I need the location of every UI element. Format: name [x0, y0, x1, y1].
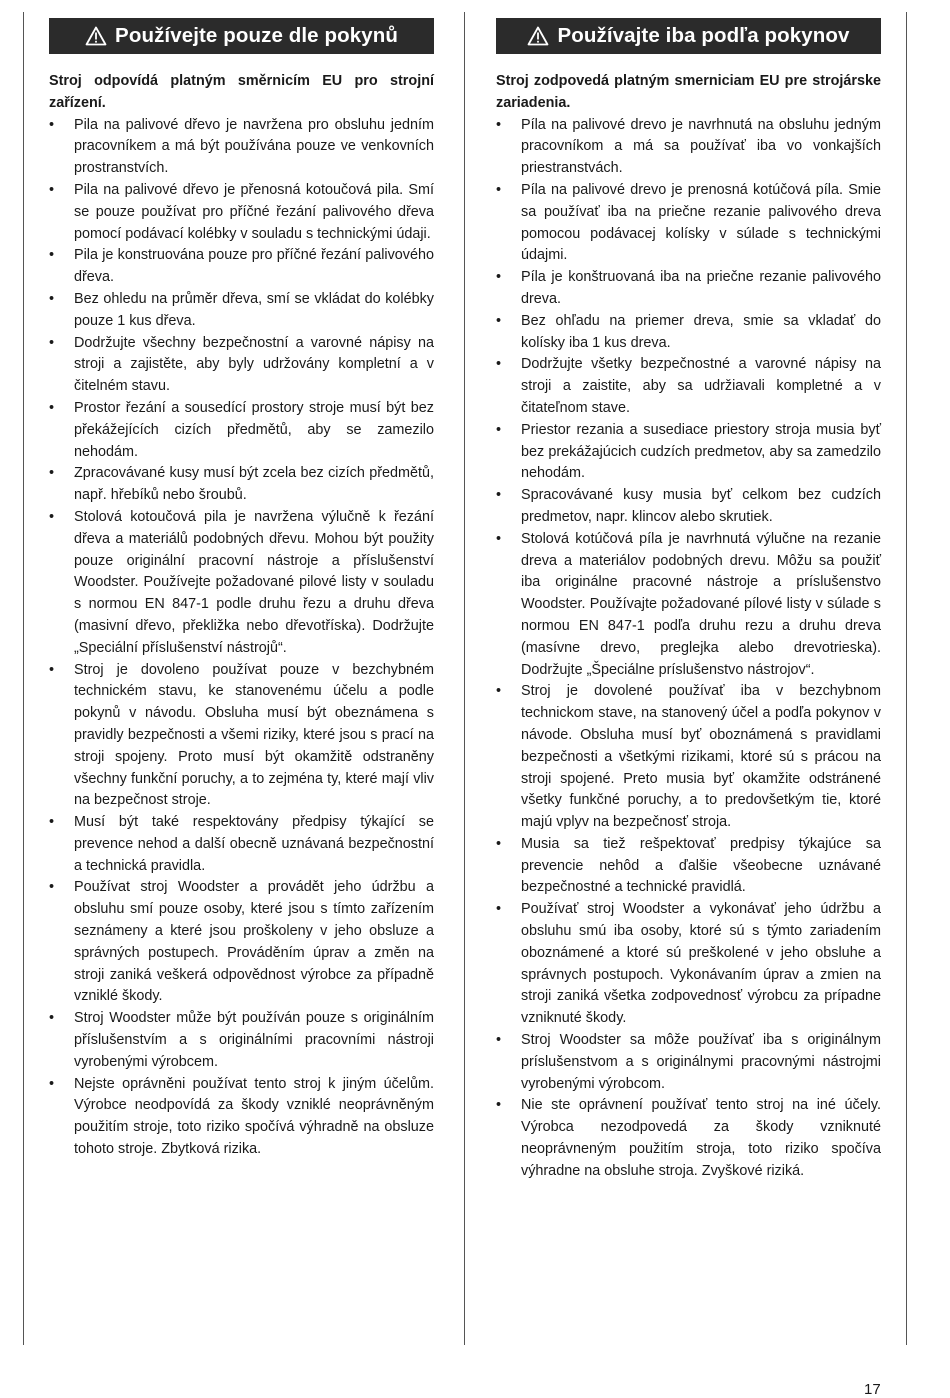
list-item: • Píla na palivové drevo je navrhnutá na obsluhu jedným pracovníkom a má sa používať iba vo vonkajších priestranstvách. [496, 115, 881, 180]
list-item: • Stroj Woodster může být používán pouze s originálním příslušenstvím a s originálními pracovními nástroji vyrobenými výrobcem. [49, 1008, 434, 1073]
list-item: • Zpracovávané kusy musí být zcela bez cizích předmětů, např. hřebíků nebo šroubů. [49, 463, 434, 507]
page-number: 17 [864, 1381, 881, 1398]
list-item: • Dodržujte všetky bezpečnostné a varovné nápisy na stroji a zaistite, aby sa udržiavali kompletné a v čitateľnom stave. [496, 354, 881, 419]
list-item: • Nie ste oprávnení používať tento stroj na iné účely. Výrobca nezodpovedá za škody vzniknuté neoprávneným použitím stroja, toto riziko spočíva výhradne na obsluhe stroja. Zvyškové riziká. [496, 1095, 881, 1182]
slovak-section-heading [496, 18, 881, 54]
slovak-intro: Stroj zodpovedá platným smerniciam EU pre strojárske zariadenia. [496, 73, 881, 111]
list-item: • Stroj Woodster sa môže používať iba s originálnym príslušenstvom a s originálnymi pracovnými nástrojmi vyrobenými výrobcom. [496, 1030, 881, 1095]
czech-heading-text: Používejte pouze dle pokynů [115, 24, 398, 47]
list-item: • Píla je konštruovaná iba na priečne rezanie palivového dreva. [496, 267, 881, 311]
czech-intro: Stroj odpovídá platným směrnicím EU pro strojní zařízení. [49, 73, 434, 111]
czech-bullet-list [49, 115, 434, 1161]
list-item: • Pila na palivové dřevo je přenosná kotoučová pila. Smí se pouze používat pro příčné řezání palivového dřeva pomocí podávací kolébky v souladu s technickými údaji. [49, 180, 434, 245]
list-item: • Nejste oprávněni používat tento stroj k jiným účelům. Výrobce neodpovídá za škody vzniklé neoprávněným použitím stroje, toto riziko spočívá výhradně na obsluze tohoto stroje. Zbytková rizika. [49, 1074, 434, 1161]
list-item: • Stroj je dovoleno používat pouze v bezchybném technickém stavu, ke stanovenému účelu a podle pokynů v návodu. Obsluha musí být obeznámena s pravidly bezpečnosti a všemi riziky, které jsou s prací na stroji spojeny. Proto musí být okamžitě odstraněny všechny funkční poruchy, a to zejména ty, které mají vliv na bezpečnost stroje. [49, 660, 434, 813]
list-item: • Používať stroj Woodster a vykonávať jeho údržbu a obsluhu smú iba osoby, ktoré sú s týmto zariadením oboznámené a ktoré sú preškolené v jeho obsluhe a správnych postupoch. Vykonávaním úprav a zmien na stroji zaniká všetka zodpovednosť výrobcu za prípadne vzniknuté škody. [496, 899, 881, 1030]
list-item: • Stolová kotúčová píla je navrhnutá výlučne na rezanie dreva a materiálov podobných drevu. Môžu sa použiť iba originálne pracovné nástroje a príslušenstvo Woodster. Používajte požadované pílové listy v súlade s normou EN 847-1 podľa druhu rezu a druhu dreva (masívne drevo, preglejka alebo drevotrieska). Dodržujte „Špeciálne príslušenstvo nástrojov“. [496, 529, 881, 682]
list-item: • Používat stroj Woodster a provádět jeho údržbu a obsluhu smí pouze osoby, které jsou s tímto zařízením seznámeny a které jsou proškoleny v jeho obsluze a správných postupech. Prováděním úprav a změn na stroji zaniká veškerá odpovědnost výrobce za případně vzniklé škody. [49, 877, 434, 1008]
czech-section-heading [49, 18, 434, 54]
list-item: • Prostor řezání a sousedící prostory stroje musí být bez překážejících cizích předmětů, aby se zamezilo nehodám. [49, 398, 434, 463]
list-item: • Píla na palivové drevo je prenosná kotúčová píla. Smie sa používať iba na priečne rezanie palivového dreva pomocou podávacej kolísky v súlade s technickými údajmi. [496, 180, 881, 267]
slovak-column [496, 18, 881, 1183]
warning-triangle-icon [85, 26, 107, 46]
warning-triangle-icon [527, 26, 549, 46]
list-item: • Bez ohľadu na priemer dreva, smie sa vkladať do kolísky iba 1 kus dreva. [496, 311, 881, 355]
slovak-heading-text: Používajte iba podľa pokynov [557, 24, 850, 47]
list-item: • Pila na palivové dřevo je navržena pro obsluhu jedním pracovníkem a má být používána pouze ve venkovních prostranstvích. [49, 115, 434, 180]
list-item: • Priestor rezania a susediace priestory stroja musia byť bez prekážajúcich cudzích predmetov, aby sa zamedzilo nehodám. [496, 420, 881, 485]
list-item: • Stroj je dovolené používať iba v bezchybnom technickom stave, na stanovený účel a podľa pokynov v návode. Obsluha musí byť oboznámená s pravidlami bezpečnosti a všetkými rizikami, ktoré sú s prácou na stroji spojené. Preto musia byť okamžite odstránené všetky funkčné poruchy, a to predovšetkým tie, ktoré majú vplyv na bezpečnosť stroja. [496, 681, 881, 834]
list-item: • Musí být také respektovány předpisy týkající se prevence nehod a další obecně uznávaná bezpečnostní a technická pravidla. [49, 812, 434, 877]
list-item: • Bez ohledu na průměr dřeva, smí se vkládat do kolébky pouze 1 kus dřeva. [49, 289, 434, 333]
center-column-rule [464, 12, 465, 1345]
list-item: • Spracovávané kusy musia byť celkom bez cudzích predmetov, napr. klincov alebo skrutiek. [496, 485, 881, 529]
list-item: • Pila je konstruována pouze pro příčné řezání palivového dřeva. [49, 245, 434, 289]
list-item: • Stolová kotoučová pila je navržena výlučně k řezání dřeva a materiálů podobných dřevu. Mohou být použity pouze originální pracovní nástroje a příslušenství Woodster. Používejte požadované pilové listy v souladu s normou EN 847-1 podle druhu řezu a druhu dřeva (masivní dřevo, překližka nebo dřevotříska). Dodržujte „Speciální příslušenství nástrojů“. [49, 507, 434, 660]
left-margin-rule [23, 12, 24, 1345]
czech-column [49, 18, 434, 1161]
list-item: • Dodržujte všechny bezpečnostní a varovné nápisy na stroji a zajistěte, aby byly udržovány kompletní a v čitelném stavu. [49, 333, 434, 398]
right-margin-rule [906, 12, 907, 1345]
list-item: • Musia sa tiež rešpektovať predpisy týkajúce sa prevencie nehôd a ďalšie všeobecne uznávané bezpečnostné a technické pravidlá. [496, 834, 881, 899]
slovak-bullet-list [496, 115, 881, 1183]
